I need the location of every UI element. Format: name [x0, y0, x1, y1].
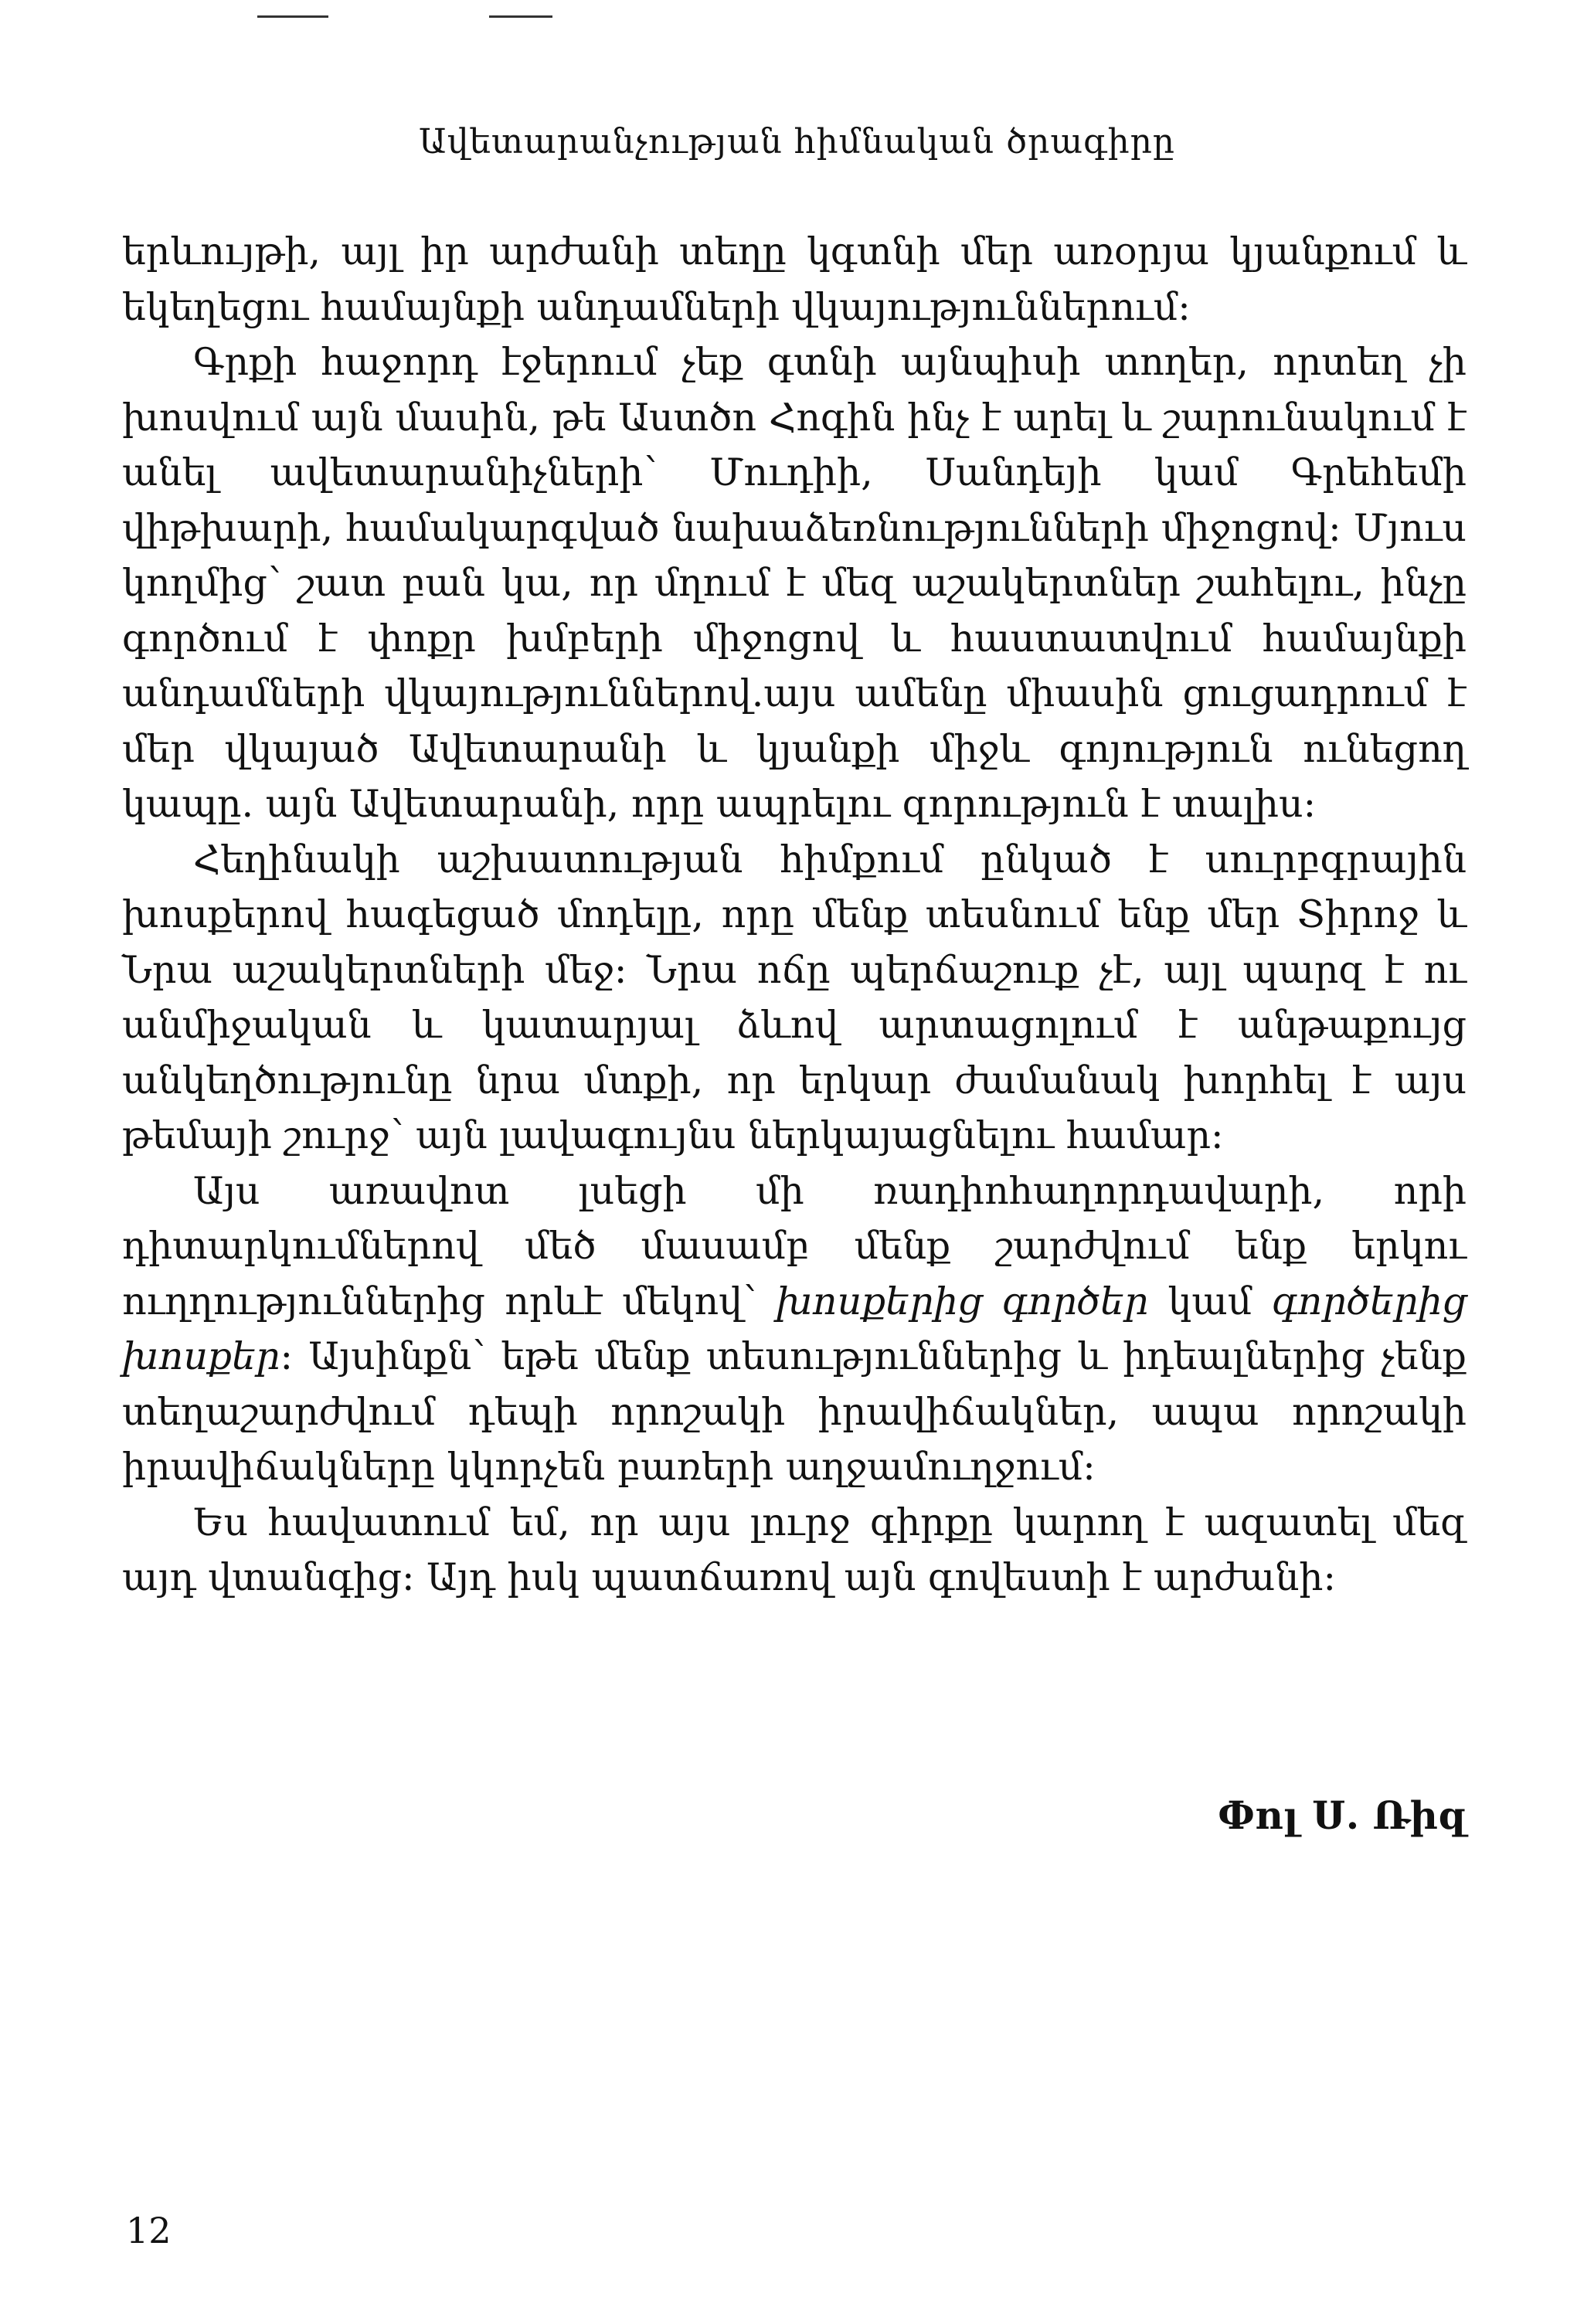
paragraph-continuation: երևույթի, այլ իր արժանի տեղը կգտնի մեր առօրյա կյանքում և եկեղեցու համայնքի անդամների վկայություններում:: [122, 229, 1467, 329]
paragraph-radio-host-part2: կամ: [1148, 1279, 1272, 1323]
italic-phrase-deeds-to-words: գործերից խոսքեր: [122, 1279, 1467, 1378]
paragraph-radio-host-part1: Այս առավոտ լսեցի մի ռադիոհաղորդավարի, որի դիտարկումներով մեծ մասամբ մենք շարժվում ենք երկու ուղղություններից որևէ մեկով՝: [122, 1168, 1467, 1323]
paragraph-radio-host: [122, 1164, 1467, 1495]
body-text: [122, 224, 1467, 1605]
italic-phrase-words-to-deeds: խոսքերից գործեր: [776, 1279, 1149, 1323]
paragraph-radio-host-part3: : Այսինքն՝ եթե մենք տեսություններից և իդեալներից չենք տեղաշարժվում դեպի որոշակի իրավիճակներ, ապա որոշակի իրավիճակները կկորչեն բառերի աղջամուղջում:: [122, 1334, 1467, 1489]
top-rule-right: [489, 15, 552, 18]
top-rule-left: [257, 15, 328, 18]
signature: Փոլ Ս. Ռիզ: [1218, 1792, 1467, 1838]
paragraph-author-model: Հեղինակի աշխատության հիմքում ընկած է սուրբգրային խոսքերով հագեցած մոդելը, որը մենք տեսնում ենք մեր Տիրոջ և Նրա աշակերտների մեջ: Նրա ոճը պերճաշուք չէ, այլ պարզ է ու անմիջական և կատարյալ ձևով արտացոլում է անթաքույց անկեղծությունը նրա մտքի, որ երկար ժամանակ խորհել է այս թեմայի շուրջ՝ այն լավագույնս ներկայացնելու համար:: [122, 837, 1467, 1157]
paragraph-evangelists: Գրքի հաջորդ էջերում չեք գտնի այնպիսի տողեր, որտեղ չի խոսվում այն մասին, թե Աստծո Հոգին ինչ է արել և շարունակում է անել ավետարանիչների՝ Մուդիի, Սանդեյի կամ Գրեհեմի վիթխարի, համակարգված նախաձեռնությունների միջոցով: Մյուս կողմից՝ շատ բան կա, որ մղում է մեզ աշակերտներ շահելու, ինչը գործում է փոքր խմբերի միջոցով և հաստատվում համայնքի անդամների վկայություններով.այս ամենը միասին ցուցադրում է մեր վկայած Ավետարանի և կյանքի միջև գոյություն ունեցող կապը. այն Ավետարանի, որը ապրելու զորություն է տալիս:: [122, 340, 1467, 826]
running-head: Ավետարանչության հիմնական ծրագիրը: [419, 122, 1175, 161]
paragraph-conclusion: Ես հավատում եմ, որ այս լուրջ գիրքը կարող է ազատել մեզ այդ վտանգից: Այդ իսկ պատճառով այն գովեստի է արժանի:: [122, 1500, 1467, 1599]
page-number: 12: [126, 2210, 172, 2251]
